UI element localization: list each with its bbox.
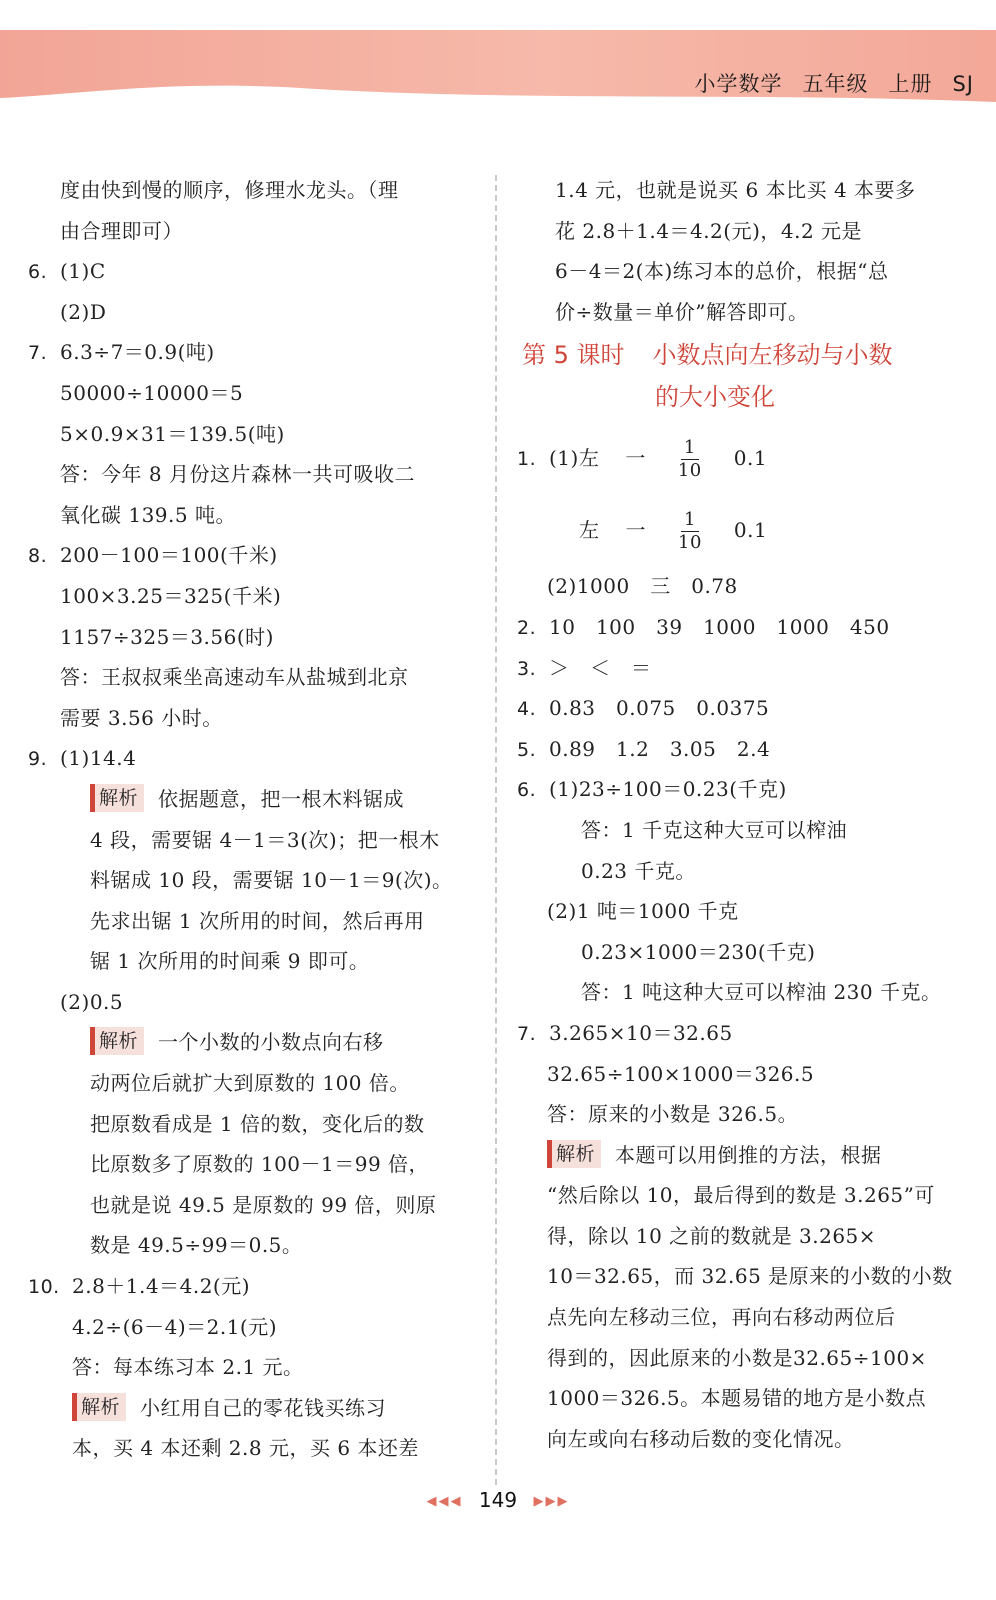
answer-7	[28, 332, 473, 373]
explanation-text: 得，除以 10 之前的数就是 3.265×	[547, 1223, 877, 1248]
explanation-line	[28, 779, 473, 820]
answer-text: (1)23÷100＝0.23(千克)	[549, 777, 787, 802]
left-column	[28, 170, 473, 1469]
explanation-text: 一个小数的小数点向右移	[158, 1030, 384, 1055]
item-number: 8.	[28, 545, 48, 568]
item-number: 6.	[28, 261, 48, 284]
explanation-line	[28, 1388, 473, 1429]
answer-text: 答：1 千克这种大豆可以榨油	[581, 817, 848, 842]
answer-text: 答：每本练习本 2.1 元。	[72, 1355, 304, 1380]
column-divider	[495, 175, 497, 1485]
lesson-heading	[517, 334, 967, 418]
explanation-text: 料锯成 10 段，需要锯 10－1＝9(次)。	[90, 868, 453, 893]
header-title	[694, 68, 974, 98]
answer-text: 4.2÷(6－4)＝2.1(元)	[72, 1314, 278, 1339]
answer-text: 100×3.25＝325(千米)	[60, 583, 282, 608]
fraction-denominator: 10	[677, 460, 702, 482]
answer-text: (2)0.5	[60, 989, 124, 1014]
answer-text: 0.83 0.075 0.0375	[549, 696, 770, 721]
explanation-line	[517, 1135, 967, 1176]
answer-6	[517, 769, 967, 810]
answer-8	[28, 535, 473, 576]
answer-text: 答：王叔叔乘坐高速动车从盐城到北京	[60, 665, 409, 690]
answer-text: 0.23 千克。	[581, 858, 696, 883]
explanation-text: 4 段，需要锯 4－1＝3(次)；把一根木	[90, 827, 440, 852]
subject: 小学数学	[694, 72, 783, 96]
edition: SJ	[952, 72, 974, 96]
explanation-text: 1000＝326.5。本题易错的地方是小数点	[547, 1386, 927, 1411]
explanation-text: 比原数多了原数的 100－1＝99 倍，	[90, 1152, 430, 1177]
explanation-line	[28, 1022, 473, 1063]
answer-text: 0.89 1.2 3.05 2.4	[549, 736, 771, 761]
item-number: 6.	[517, 779, 537, 802]
lesson-number: 第 5 课时	[522, 341, 625, 370]
answer-text: ＞ ＜ ＝	[549, 655, 652, 680]
item-number: 7.	[517, 1022, 537, 1045]
text-line: 度由快到慢的顺序，修理水龙头。（理	[60, 178, 399, 202]
explanation-text: 先求出锯 1 次所用的时间，然后再用	[90, 908, 425, 933]
analysis-tag: 解析	[90, 1027, 144, 1055]
answer-text: 0.1	[733, 518, 768, 543]
explanation-text: “然后除以 10，最后得到的数是 3.265”可	[547, 1183, 935, 1208]
answer-text: 答：原来的小数是 326.5。	[547, 1102, 799, 1127]
answer-text: 200－100＝100(千米)	[60, 543, 278, 568]
answer-10	[28, 1266, 473, 1307]
grade: 五年级	[802, 72, 869, 96]
answer-2	[517, 607, 967, 648]
answer-9	[28, 738, 473, 779]
answer-text: (1)14.4	[60, 746, 137, 771]
explanation-text: 把原数看成是 1 倍的数，变化后的数	[90, 1111, 425, 1136]
answer-text: 左	[579, 518, 600, 543]
answer-text: 氧化碳 139.5 吨。	[60, 502, 236, 527]
item-number: 9.	[28, 748, 48, 771]
right-column	[517, 170, 967, 1459]
explanation-text: 数是 49.5÷99＝0.5。	[90, 1233, 303, 1258]
explanation-text: 锯 1 次所用的时间乘 9 即可。	[90, 949, 370, 974]
explanation-text: 也就是说 49.5 是原数的 99 倍，则原	[90, 1192, 437, 1217]
answer-text: 3.265×10＝32.65	[549, 1020, 733, 1045]
page-number: 149	[478, 1488, 518, 1512]
fraction-denominator: 10	[678, 532, 702, 554]
answer-4	[517, 688, 967, 729]
answer-text: 2.8＋1.4＝4.2(元)	[72, 1274, 251, 1299]
explanation-text: 依据题意，把一根木料锯成	[158, 786, 405, 811]
answer-text: (2)1 吨＝1000 千克	[547, 899, 739, 924]
explanation-text: 得到的，因此原来的小数是32.65÷100×	[547, 1345, 927, 1370]
answer-text: (2)D	[60, 299, 107, 324]
answer-text: 需要 3.56 小时。	[60, 705, 223, 730]
explanation-text: 6－4＝2(本)练习本的总价，根据“总	[555, 259, 889, 284]
answer-text: (1)C	[60, 259, 106, 284]
item-number: 10.	[28, 1276, 60, 1299]
answer-text: 一	[625, 518, 646, 543]
arrow-right-icon: ▶▶▶	[533, 1494, 570, 1509]
explanation-text: 10＝32.65，而 32.65 是原来的小数的小数	[547, 1264, 953, 1289]
fraction	[678, 509, 702, 554]
answer-text: 一	[625, 446, 646, 471]
answer-3	[517, 648, 967, 689]
answer-text: 10 100 39 1000 1000 450	[549, 614, 890, 639]
explanation-text: 价÷数量＝单价”解答即可。	[555, 299, 809, 324]
item-number: 5.	[517, 738, 537, 761]
item-number: 7.	[28, 342, 48, 365]
fraction-numerator: 1	[681, 509, 699, 532]
item-number: 1.	[517, 448, 537, 471]
answer-text: 答：今年 8 月份这片森林一共可吸收二	[60, 462, 415, 487]
answer-text: 0.1	[733, 446, 768, 471]
fraction-numerator: 1	[681, 437, 699, 460]
answer-text: 32.65÷100×1000＝326.5	[547, 1061, 815, 1086]
answer-text: 1157÷325＝3.56(时)	[60, 624, 274, 649]
answer-1-row2	[517, 494, 967, 566]
analysis-tag: 解析	[72, 1393, 126, 1421]
answer-1	[517, 422, 967, 494]
analysis-tag: 解析	[90, 784, 144, 812]
explanation-text: 小红用自己的零花钱买练习	[140, 1395, 387, 1420]
answer-text: 0.23×1000＝230(千克)	[581, 939, 816, 964]
page-footer	[0, 1488, 996, 1512]
explanation-text: 动两位后就扩大到原数的 100 倍。	[90, 1071, 410, 1096]
explanation-text: 花 2.8＋1.4＝4.2(元)，4.2 元是	[555, 218, 863, 243]
lesson-title-line2: 的大小变化	[655, 383, 775, 412]
answer-text: 50000÷10000＝5	[60, 380, 244, 405]
volume: 上册	[888, 72, 933, 96]
answer-text: (2)1000 三 0.78	[547, 574, 738, 599]
item-number: 2.	[517, 616, 537, 639]
answer-text: 答：1 吨这种大豆可以榨油 230 千克。	[581, 980, 942, 1005]
answer-7	[517, 1013, 967, 1054]
lesson-title-line1: 小数点向左移动与小数	[652, 341, 893, 370]
explanation-text: 本，买 4 本还剩 2.8 元，买 6 本还差	[72, 1436, 419, 1461]
explanation-text: 点先向左移动三位，再向右移动两位后	[547, 1305, 896, 1330]
answer-text: (1)左	[549, 446, 600, 471]
answer-6	[28, 251, 473, 292]
answer-text: 6.3÷7＝0.9(吨)	[60, 340, 215, 365]
explanation-text: 本题可以用倒推的方法，根据	[615, 1142, 882, 1167]
explanation-text: 1.4 元，也就是说买 6 本比买 4 本要多	[555, 178, 916, 202]
explanation-text: 向左或向右移动后数的变化情况。	[547, 1426, 855, 1451]
fraction	[678, 437, 702, 482]
item-number: 3.	[517, 657, 537, 680]
item-number: 4.	[517, 698, 537, 721]
answer-text: 5×0.9×31＝139.5(吨)	[60, 421, 285, 446]
header-band	[0, 0, 996, 130]
analysis-tag: 解析	[547, 1140, 601, 1168]
text-line: 由合理即可）	[60, 218, 183, 243]
answer-5	[517, 729, 967, 770]
arrow-left-icon: ◀◀◀	[426, 1494, 463, 1509]
